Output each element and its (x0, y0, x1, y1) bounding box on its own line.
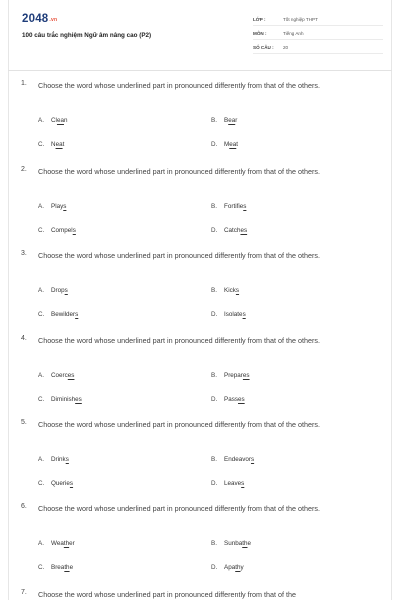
option-word-underlined: s (243, 203, 247, 210)
option-word-suffix: t (236, 141, 239, 148)
option-word-suffix: er (69, 540, 75, 547)
option-word-prefix: Pass (224, 396, 238, 403)
option-word-prefix: Sunba (224, 540, 243, 547)
answer-option-d[interactable] (211, 311, 246, 318)
answer-option-a[interactable] (38, 372, 74, 379)
option-letter: D. (211, 227, 218, 234)
question-number: 1. (21, 80, 27, 87)
answer-option-c[interactable] (38, 311, 78, 318)
option-word-prefix: Drop (51, 287, 65, 294)
option-word (51, 540, 75, 547)
option-word-underlined: s (64, 287, 68, 294)
option-word-prefix: Play (51, 203, 64, 210)
option-word (224, 564, 244, 571)
option-word-prefix: B (224, 117, 229, 124)
question-number: 2. (21, 166, 27, 173)
option-word (224, 372, 250, 379)
option-word (51, 372, 74, 379)
option-word (224, 480, 244, 487)
option-letter: C. (38, 480, 45, 487)
meta-socau-value: 20 (283, 45, 289, 50)
answer-option-c[interactable] (38, 480, 73, 487)
answer-option-b[interactable] (211, 456, 254, 463)
option-letter: B. (211, 203, 217, 210)
option-word-suffix: e (69, 564, 74, 571)
option-word-prefix: Diminish (51, 396, 76, 403)
option-word (51, 564, 73, 571)
option-word-underlined: th (235, 564, 241, 571)
answer-option-b[interactable] (211, 203, 246, 210)
logo-text: 2048 (22, 13, 49, 25)
answer-option-c[interactable] (38, 141, 64, 148)
option-word-suffix: r (235, 117, 238, 124)
option-word (51, 396, 82, 403)
option-word (224, 311, 246, 318)
option-word-underlined: th (63, 540, 70, 547)
option-letter: A. (38, 287, 44, 294)
option-word (51, 287, 68, 294)
option-word-suffix: e (247, 540, 251, 547)
option-word-suffix: t (62, 141, 65, 148)
option-letter: B. (211, 117, 217, 124)
option-letter: B. (211, 287, 217, 294)
option-word (224, 141, 238, 148)
option-word (224, 203, 246, 210)
option-word (51, 456, 69, 463)
answer-option-c[interactable] (38, 396, 82, 403)
option-word-underlined: es (242, 372, 250, 379)
option-word (51, 480, 73, 487)
option-word-prefix: Wea (51, 540, 64, 547)
option-word-prefix: Coerc (51, 372, 68, 379)
option-word-prefix: Endeavor (224, 456, 251, 463)
question-number: 7. (21, 589, 27, 596)
option-word-underlined: s (63, 203, 67, 210)
meta-row-socau (253, 42, 383, 54)
option-letter: B. (211, 540, 217, 547)
option-letter: D. (211, 396, 218, 403)
option-word-prefix: M (224, 141, 230, 148)
question-text: Choose the word whose underlined part in pronounced differently from that of the others. (38, 420, 320, 429)
answer-option-d[interactable] (211, 564, 244, 571)
answer-option-c[interactable] (38, 564, 73, 571)
option-word-suffix: y (240, 564, 244, 571)
option-word-prefix: Drink (51, 456, 66, 463)
option-word-prefix: Brea (51, 564, 65, 571)
option-word-prefix: Leave (224, 480, 242, 487)
option-word-underlined: s (72, 227, 76, 234)
option-letter: B. (211, 456, 217, 463)
option-letter: C. (38, 564, 45, 571)
option-letter: D. (211, 564, 218, 571)
option-word-underlined: es (75, 396, 82, 403)
meta-row-mon (253, 28, 383, 40)
option-letter: B. (211, 372, 217, 379)
option-word (224, 287, 239, 294)
question-text: Choose the word whose underlined part in pronounced differently from that of the others. (38, 504, 320, 513)
header-divider (8, 70, 392, 71)
option-word (224, 456, 254, 463)
option-word-prefix: Isolate (224, 311, 243, 318)
option-word-prefix: Kick (224, 287, 236, 294)
answer-option-b[interactable] (211, 287, 239, 294)
question-number: 5. (21, 419, 27, 426)
option-word-underlined: ea (55, 141, 63, 148)
option-letter: D. (211, 141, 218, 148)
option-word-underlined: ea (228, 117, 236, 124)
answer-option-a[interactable] (38, 540, 75, 547)
option-word-underlined: s (69, 480, 74, 487)
option-word-prefix: Cl (51, 117, 57, 124)
option-word-underlined: th (64, 564, 70, 571)
question-text: Choose the word whose underlined part in pronounced differently from that of the (38, 590, 296, 599)
option-word (224, 396, 245, 403)
question-text: Choose the word whose underlined part in pronounced differently from that of the others. (38, 167, 320, 176)
meta-row-lop (253, 14, 383, 26)
option-word-underlined: s (250, 456, 255, 463)
meta-lop-value: Tốt nghiệp THPT (283, 17, 318, 22)
option-word-prefix: Prepar (224, 372, 243, 379)
option-word (51, 117, 67, 124)
option-letter: D. (211, 311, 218, 318)
option-word-underlined: s (242, 311, 246, 318)
option-word-underlined: ea (56, 117, 64, 124)
option-letter: A. (38, 203, 44, 210)
option-word-underlined: th (242, 540, 248, 547)
answer-option-a[interactable] (38, 203, 66, 210)
option-letter: D. (211, 480, 218, 487)
option-word-underlined: s (235, 287, 240, 294)
question-text: Choose the word whose underlined part in pronounced differently from that of the others. (38, 251, 320, 260)
answer-option-c[interactable] (38, 227, 76, 234)
logo-suffix: .vn (49, 17, 58, 23)
option-word-prefix: Apa (224, 564, 236, 571)
option-word-prefix: Catch (224, 227, 241, 234)
option-word (224, 227, 247, 234)
question-text: Choose the word whose underlined part in pronounced differently from that of the others. (38, 336, 320, 345)
option-word-underlined: s (75, 311, 79, 318)
meta-lop-label: LỚP : (253, 17, 266, 22)
option-letter: C. (38, 311, 45, 318)
answer-option-a[interactable] (38, 117, 67, 124)
option-letter: A. (38, 117, 44, 124)
meta-mon-value: Tiếng Anh (283, 31, 304, 36)
answer-option-a[interactable] (38, 456, 69, 463)
option-word-prefix: N (51, 141, 56, 148)
option-word (51, 311, 78, 318)
question-number: 3. (21, 250, 27, 257)
option-word-underlined: s (241, 480, 245, 487)
option-word (224, 117, 237, 124)
option-letter: A. (38, 372, 44, 379)
question-number: 4. (21, 335, 27, 342)
option-word-underlined: s (65, 456, 69, 463)
question-text: Choose the word whose underlined part in pronounced differently from that of the others. (38, 81, 320, 90)
meta-socau-label: SỐ CÂU : (253, 45, 274, 50)
option-letter: A. (38, 540, 44, 547)
answer-option-b[interactable] (211, 540, 251, 547)
document-title: 100 câu trắc nghiệm Ngữ âm nâng cao (P2) (22, 32, 152, 39)
option-word (51, 227, 76, 234)
question-number: 6. (21, 503, 27, 510)
option-word-suffix: n (63, 117, 68, 124)
option-word-underlined: ea (229, 141, 237, 148)
meta-mon-label: MÔN : (253, 31, 267, 36)
option-word-prefix: Compel (51, 227, 73, 234)
option-word-underlined: es (240, 227, 248, 234)
option-letter: C. (38, 227, 45, 234)
answer-option-b[interactable] (211, 372, 250, 379)
option-word-underlined: es (238, 396, 245, 403)
answer-option-d[interactable] (211, 227, 247, 234)
option-letter: C. (38, 141, 45, 148)
option-letter: A. (38, 456, 44, 463)
option-letter: C. (38, 396, 45, 403)
answer-option-a[interactable] (38, 287, 68, 294)
option-word-prefix: Bewilder (51, 311, 76, 318)
option-word-underlined: es (67, 372, 75, 379)
option-word (51, 203, 66, 210)
option-word (51, 141, 64, 148)
answer-option-d[interactable] (211, 396, 245, 403)
option-word-prefix: Querie (51, 480, 70, 487)
site-logo[interactable] (22, 13, 57, 25)
option-word (224, 540, 251, 547)
answer-option-d[interactable] (211, 480, 244, 487)
answer-option-b[interactable] (211, 117, 237, 124)
option-word-prefix: Fortifie (224, 203, 244, 210)
answer-option-d[interactable] (211, 141, 238, 148)
document-header (8, 0, 392, 70)
